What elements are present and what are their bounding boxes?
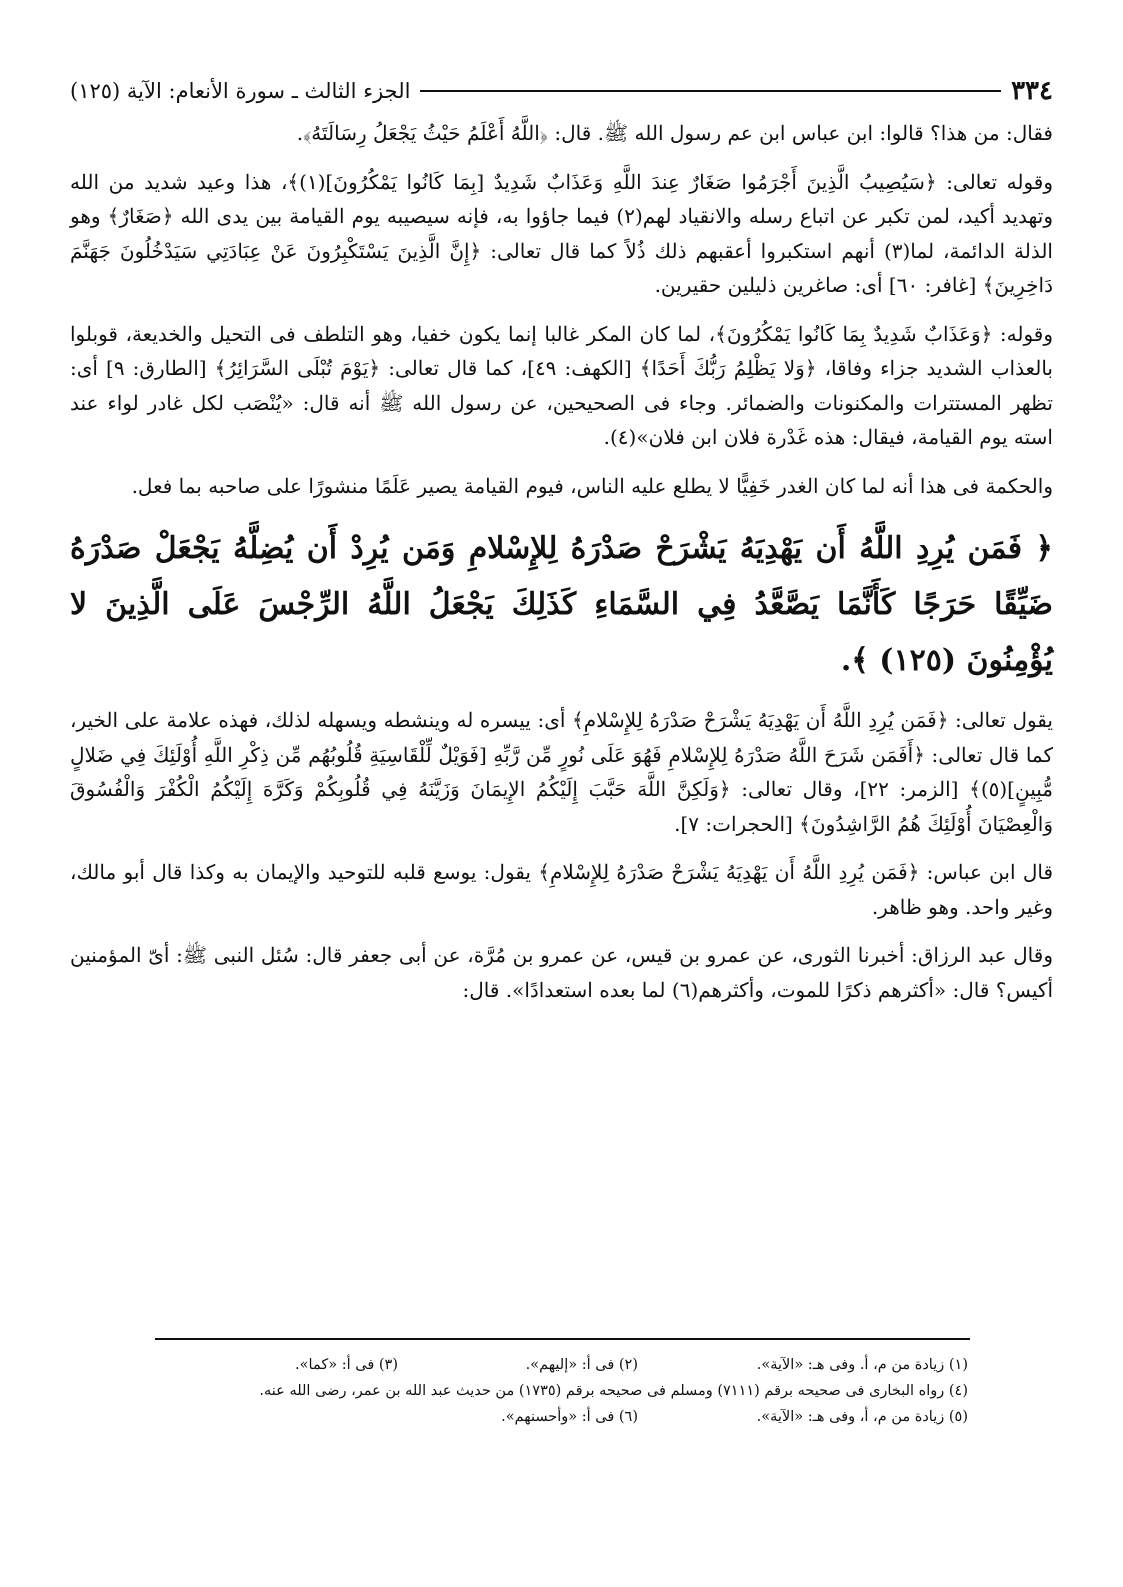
paragraph: وقوله: ﴿وَعَذَابٌ شَدِيدٌ بِمَا كَانُوا يَمْكُرُونَ﴾، لما كان المكر غالبا إنما يكون خفيا، وهو التلطف فى التحيل والخديعة، قوبلوا بالعذاب الشديد جزاء وفاقا، ﴿وَلا يَظْلِمُ رَبُّكَ أَحَدًا﴾ [الكهف: ٤٩]، كما قال تعالى: ﴿يَوْمَ تُبْلَى السَّرَائِرُ﴾ [الطارق: ٩] أى: تظهر المستترات والمكنونات والضمائر. وجاء فى الصحيحين، عن رسول الله ﷺ أنه قال: «يُنْصَب لكل غادر لواء عند استه يوم القيامة، فيقال: هذه غَدْرة فلان ابن فلان»(٤).: [70, 321, 1053, 449]
footnote-4: (٤) رواه البخارى فى صحيحه برقم (٧١١١) ومسلم فى صحيحه برقم (١٧٣٥) من حديث عبد الله بن عمر، رضى الله عنه.: [259, 1383, 968, 1399]
paragraph: قال ابن عباس: ﴿فَمَن يُرِدِ اللَّهُ أَن يَهْدِيَهُ يَشْرَحْ صَدْرَهُ لِلإِسْلامِ﴾ يقول: يوسع قلبه للتوحيد والإيمان به وكذا قال أبو مالك، وغير واحد. وهو ظاهر.: [70, 860, 1053, 919]
footnote-row: [100, 1352, 968, 1378]
footnote-rule: [155, 1338, 970, 1340]
paragraph: والحكمة فى هذا أنه لما كان الغدر خَفِيًّا لا يطلع عليه الناس، فيوم القيامة يصير عَلَمًا منشورًا على صاحبه بما فعل.: [131, 473, 1053, 498]
paragraph: فقال: من هذا؟ قالوا: ابن عباس ابن عم رسول الله ﷺ. قال: ﴿اللَّهُ أَعْلَمُ حَيْثُ يَجْعَلُ رِسَالَتَهُ﴾.: [296, 121, 1053, 145]
paragraph: وقوله تعالى: ﴿سَيُصِيبُ الَّذِينَ أَجْرَمُوا صَغَارٌ عِندَ اللَّهِ وَعَذَابٌ شَدِيدٌ [بِمَا كَانُوا يَمْكُرُونَ](١)﴾، هذا وعيد شديد من الله وتهديد أكيد، لمن تكبر عن اتباع رسله والانقياد لهم(٢) فيما جاؤوا به، فإنه سيصيبه يوم القيامة بين يدى الله ﴿صَغَارٌ﴾ وهو الذلة الدائمة، لما(٣) أنهم استكبروا أعقبهم ذلك ذُلاً كما قال تعالى: ﴿إِنَّ الَّذِينَ يَسْتَكْبِرُونَ عَنْ عِبَادَتِي سَيَدْخُلُونَ جَهَنَّمَ دَاخِرِينَ﴾ [غافر: ٦٠] أى: صاغرين ذليلين حقيرين.: [70, 169, 1053, 297]
quran-verse: ﴿ فَمَن يُرِدِ اللَّهُ أَن يَهْدِيَهُ يَشْرَحْ صَدْرَهُ لِلإِسْلامِ وَمَن يُرِدْ أَن يُضِلَّهُ يَجْعَلْ صَدْرَهُ ضَيِّقًا حَرَجًا كَأَنَّمَا يَصَّعَّدُ فِي السَّمَاءِ كَذَلِكَ يَجْعَلُ اللَّهُ الرِّجْسَ عَلَى الَّذِينَ لا يُؤْمِنُونَ (١٢٥) ﴾.: [70, 531, 1053, 678]
running-title: الجزء الثالث ـ سورة الأنعام: الآية (١٢٥): [70, 79, 411, 103]
footnote-6: (٦) فى أ: «وأحسنهم».: [501, 1409, 638, 1425]
footnote-row: [100, 1404, 968, 1430]
footnote-1: (١) زيادة من م، أ. وفى هـ: «الآية».: [756, 1357, 968, 1373]
paragraph: وقال عبد الرزاق: أخبرنا الثورى، عن عمرو بن قيس، عن عمرو بن مُرَّة، عن أبى جعفر قال: سُئل النبى ﷺ: أىّ المؤمنين أكيس؟ قال: «أكثرهم ذكرًا للموت، وأكثرهم(٦) لما بعده استعدادًا». قال:: [70, 943, 1053, 1002]
footnotes: [100, 1352, 968, 1430]
header-rule: [420, 90, 1001, 92]
page-number: ٣٣٤: [1011, 76, 1053, 106]
footnote-5: (٥) زيادة من م، أ، وفى هـ: «الآية».: [756, 1409, 968, 1425]
footnote-3: (٣) فى أ: «كما».: [295, 1357, 398, 1373]
main-text: [70, 116, 1053, 1017]
footnote-2: (٢) فى أ: «إليهم».: [525, 1357, 638, 1373]
footnote-row: [100, 1378, 968, 1404]
paragraph: يقول تعالى: ﴿فَمَن يُرِدِ اللَّهُ أَن يَهْدِيَهُ يَشْرَحْ صَدْرَهُ لِلإِسْلامِ﴾ أى: ييسره له وينشطه ويسهله لذلك، فهذه علامة على الخير، كما قال تعالى: ﴿أَفَمَن شَرَحَ اللَّهُ صَدْرَهُ لِلإِسْلامِ فَهُوَ عَلَى نُورٍ مِّن رَّبِّهِ [فَوَيْلٌ لِّلْقَاسِيَةِ قُلُوبُهُم مِّن ذِكْرِ اللَّهِ أُوْلَئِكَ فِي ضَلالٍ مُّبِينٍ](٥)﴾ [الزمر: ٢٢]، وقال تعالى: ﴿وَلَكِنَّ اللَّهَ حَبَّبَ إِلَيْكُمُ الإِيمَانَ وَزَيَّنَهُ فِي قُلُوبِكُمْ وَكَرَّهَ إِلَيْكُمُ الْكُفْرَ وَالْفُسُوقَ وَالْعِصْيَانَ أُوْلَئِكَ هُمُ الرَّاشِدُونَ﴾ [الحجرات: ٧].: [70, 708, 1053, 836]
page-header: [70, 74, 1053, 108]
